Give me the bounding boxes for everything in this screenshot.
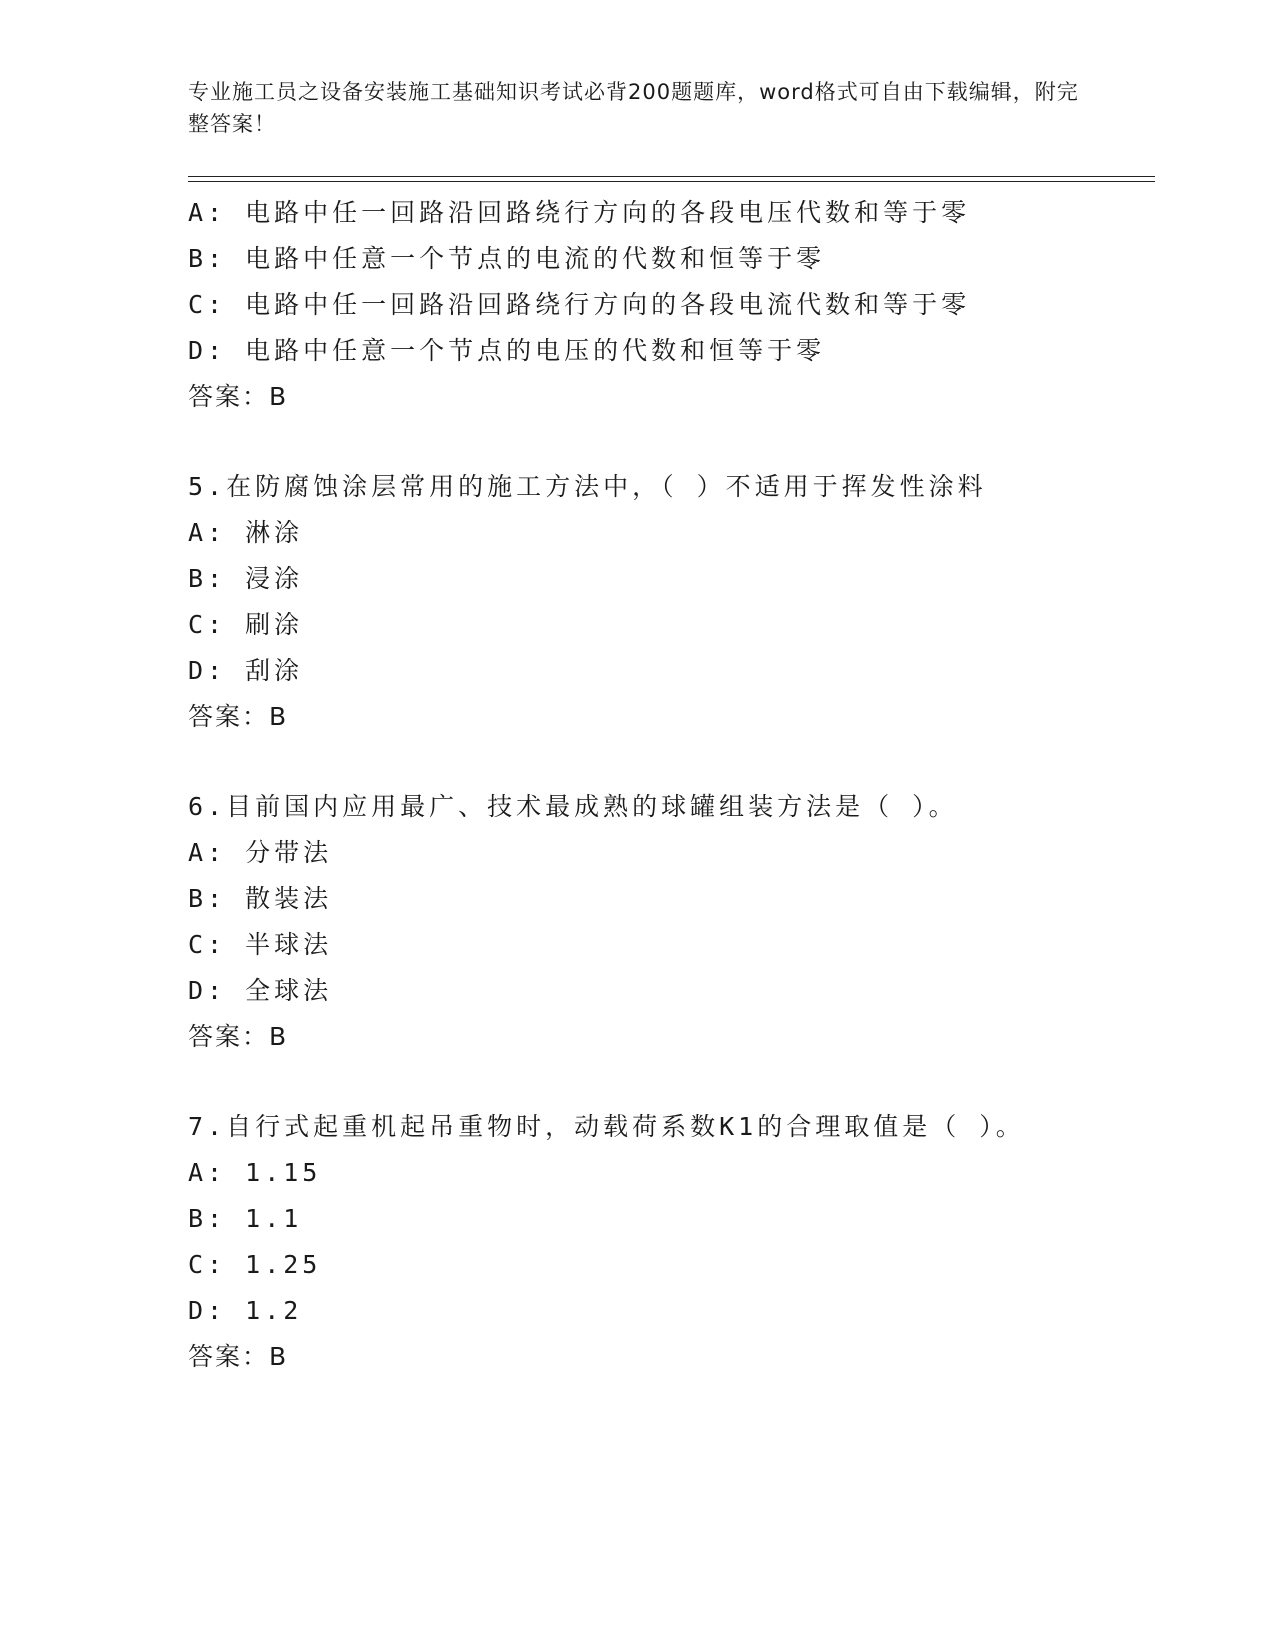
option-a: A: 淋涂 [188,518,304,547]
option-b: B: 散装法 [188,884,333,913]
answer-text: 答案：B [188,1022,289,1051]
header-divider-top [188,176,1155,177]
spacer [188,1060,1148,1104]
option-c: C: 刷涂 [188,610,304,639]
answer-text: 答案：B [188,382,289,411]
spacer [188,420,1148,464]
question-block-7 [188,1104,1148,1380]
option-a: A: 电路中任一回路沿回路绕行方向的各段电压代数和等于零 [188,198,971,227]
option-a: A: 分带法 [188,838,333,867]
document-title: 专业施工员之设备安装施工基础知识考试必背200题题库，word格式可自由下载编辑，附完整答案！ [188,80,1079,136]
question-text: 6.目前国内应用最广、技术最成熟的球罐组装方法是（ ）。 [188,792,958,821]
answer-text: 答案：B [188,702,289,731]
question-text: 5.在防腐蚀涂层常用的施工方法中，（ ）不适用于挥发性涂料 [188,472,987,501]
question-block-5 [188,464,1148,740]
question-text: 7.自行式起重机起吊重物时，动载荷系数K1的合理取值是（ ）。 [188,1112,1025,1141]
answer-text: 答案：B [188,1342,289,1371]
option-d: D: 全球法 [188,976,333,1005]
question-list [188,190,1148,1380]
option-d: D: 刮涂 [188,656,304,685]
header-divider-bottom [188,181,1155,182]
option-d: D: 1.2 [188,1296,303,1325]
question-block-6 [188,784,1148,1060]
option-d: D: 电路中任意一个节点的电压的代数和恒等于零 [188,336,826,365]
question-block-4 [188,190,1148,420]
option-b: B: 浸涂 [188,564,304,593]
option-c: C: 电路中任一回路沿回路绕行方向的各段电流代数和等于零 [188,290,971,319]
option-b: B: 电路中任意一个节点的电流的代数和恒等于零 [188,244,826,273]
option-b: B: 1.1 [188,1204,303,1233]
option-c: C: 1.25 [188,1250,322,1279]
spacer [188,740,1148,784]
option-a: A: 1.15 [188,1158,322,1187]
option-c: C: 半球法 [188,930,333,959]
